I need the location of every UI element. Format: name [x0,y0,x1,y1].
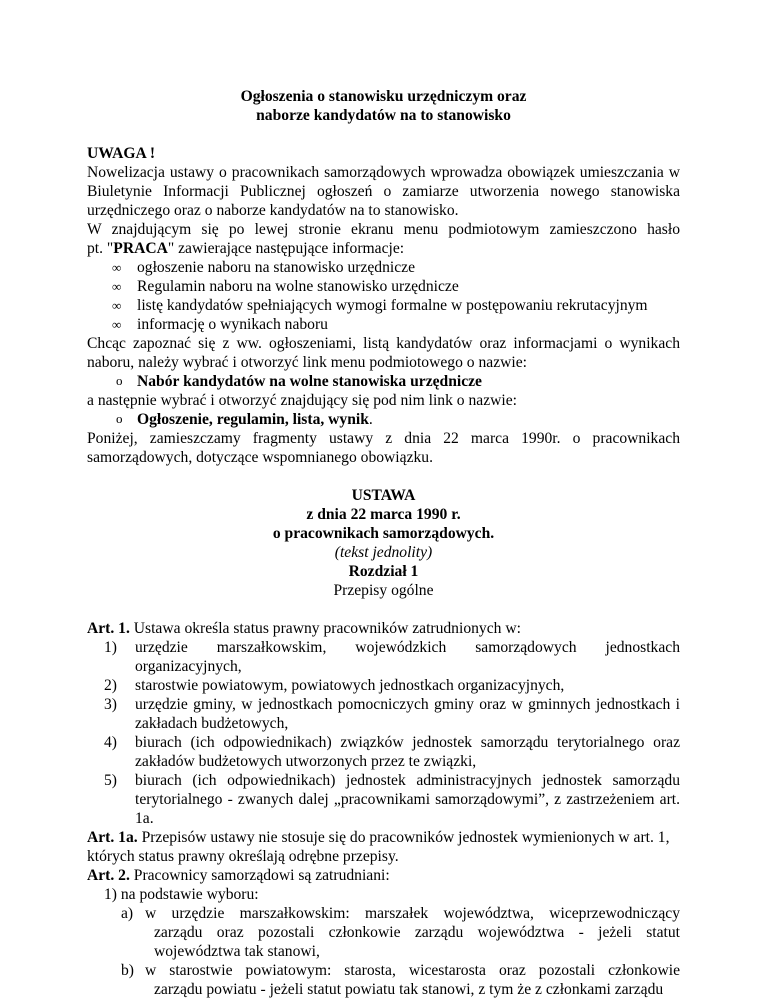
act-subject: o pracownikach samorządowych. [272,525,495,542]
article-label: Art. 2. [87,867,130,884]
infinity-bullet-icon: ∞ [112,260,122,275]
chapter-number: Rozdział 1 [348,563,419,580]
notice-paragraph-line: a następnie wybrać i otworzyć znajdujący się pod nim link o nazwie: [87,392,517,409]
art-1-item-line: 1a. [135,810,154,827]
infinity-bullet-icon: ∞ [112,279,122,294]
art-2-sub-line: w urzędzie marszałkowskim: marszałek województwa, wiceprzewodniczący [145,905,680,922]
act-date: z dnia 22 marca 1990 r. [306,506,461,523]
praca-keyword: PRACA [113,240,168,257]
art-1-item-line: zakładach budżetowych, [135,715,289,732]
notice-paragraph-line: Biuletynie Informacji Publicznej ogłoszeń o zamiarze utworzenia nowego stanowiska [87,183,680,200]
article-label: Art. 1. [87,620,130,637]
list-number: 5) [104,772,117,789]
art-2-item: 1) na podstawie wyboru: [104,886,259,903]
art-1-item-line: urzędzie marszałkowskim, wojewódzkich samorządowych jednostkach [135,639,680,656]
art-2-sub-line: województwa tak stanowi, [154,943,320,960]
art-1-item-line: terytorialnego - zwanych dalej „pracownikami samorządowymi”, z zastrzeżeniem art. [135,791,680,808]
document-title-line-1: Ogłoszenia o stanowisku urzędniczym oraz [240,88,527,105]
art-2-sub-line: zarządu powiatu - jeżeli statut powiatu tak stanowi, z tym że z członkami zarządu [154,981,664,998]
list-number: 3) [104,696,117,713]
info-bullet-item: listę kandydatów spełniających wymogi formalne w postępowaniu rekrutacyjnym [137,297,648,314]
art-1-item-line: zakładów budżetowych utworzonych przez te związki, [135,753,477,770]
art-1-item-line: starostwie powiatowym, powiatowych jednostkach organizacyjnych, [135,677,565,694]
art-2-intro: Art. 2. Pracownicy samorządowi są zatrudniani: [87,867,390,884]
list-letter: b) [121,962,134,979]
art-2-sub-line: zarządu oraz pozostali członkowie zarządu województwa - jeżeli statut [154,924,680,941]
art-1-intro: Art. 1. Ustawa określa status prawny pracowników zatrudnionych w: [87,620,521,637]
notice-paragraph-line: W znajdującym się po lewej stronie ekranu menu podmiotowym zamieszczono hasło [87,221,680,238]
art-1a-line: Art. 1a. Przepisów ustawy nie stosuje się do pracowników jednostek wymienionych w art. 1, [87,829,670,846]
infinity-bullet-icon: ∞ [112,317,122,332]
list-number: 1) [104,639,117,656]
art-1-item-line: organizacyjnych, [135,658,242,675]
notice-paragraph-line: Nowelizacja ustawy o pracownikach samorządowych wprowadza obowiązek umieszczania w [87,164,680,181]
art-1a-line: których status prawny określają odrębne przepisy. [87,848,399,865]
act-note: (tekst jednolity) [334,544,433,561]
info-bullet-item: Regulamin naboru na wolne stanowisko urzędnicze [137,278,459,295]
notice-paragraph-line: naboru, należy wybrać i otworzyć link menu podmiotowego o nazwie: [87,354,527,371]
circle-bullet-icon: o [116,411,123,426]
art-1-item-line: urzędzie gminy, w jednostkach pomocniczych gminy oraz w gminnych jednostkach i [135,696,680,713]
list-number: 2) [104,677,117,694]
list-number: 4) [104,734,117,751]
art-1-item-line: biurach (ich odpowiednikach) jednostek administracyjnych jednostek samorządu [135,772,680,789]
menu-link-ogloszenie: Ogłoszenie, regulamin, lista, wynik. [137,411,373,428]
notice-paragraph-line: pt. "PRACA" zawierające następujące informacje: [87,240,405,257]
notice-paragraph-line: urzędniczego oraz o naborze kandydatów na to stanowisko. [87,202,459,219]
chapter-title: Przepisy ogólne [333,582,434,599]
notice-paragraph-line: samorządowych, dotyczące wspomnianego obowiązku. [87,449,433,466]
menu-link-nabor: Nabór kandydatów na wolne stanowiska urzędnicze [137,373,482,390]
document-title-line-2: naborze kandydatów na to stanowisko [256,107,511,124]
notice-heading: UWAGA ! [87,145,156,162]
info-bullet-item: ogłoszenie naboru na stanowisko urzędnicze [137,259,415,276]
notice-paragraph-line: Chcąc zapoznać się z ww. ogłoszeniami, listą kandydatów oraz informacjami o wynikach [87,335,680,352]
infinity-bullet-icon: ∞ [112,298,122,313]
act-title: USTAWA [351,487,416,504]
art-2-sub-line: w starostwie powiatowym: starosta, wicestarosta oraz pozostali członkowie [145,962,680,979]
article-label: Art. 1a. [87,829,138,846]
info-bullet-item: informację o wynikach naboru [137,316,328,333]
notice-paragraph-line: Poniżej, zamieszczamy fragmenty ustawy z dnia 22 marca 1990r. o pracownikach [87,430,680,447]
circle-bullet-icon: o [116,373,123,388]
list-letter: a) [121,905,134,922]
art-1-item-line: biurach (ich odpowiednikach) związków jednostek samorządu terytorialnego oraz [135,734,680,751]
